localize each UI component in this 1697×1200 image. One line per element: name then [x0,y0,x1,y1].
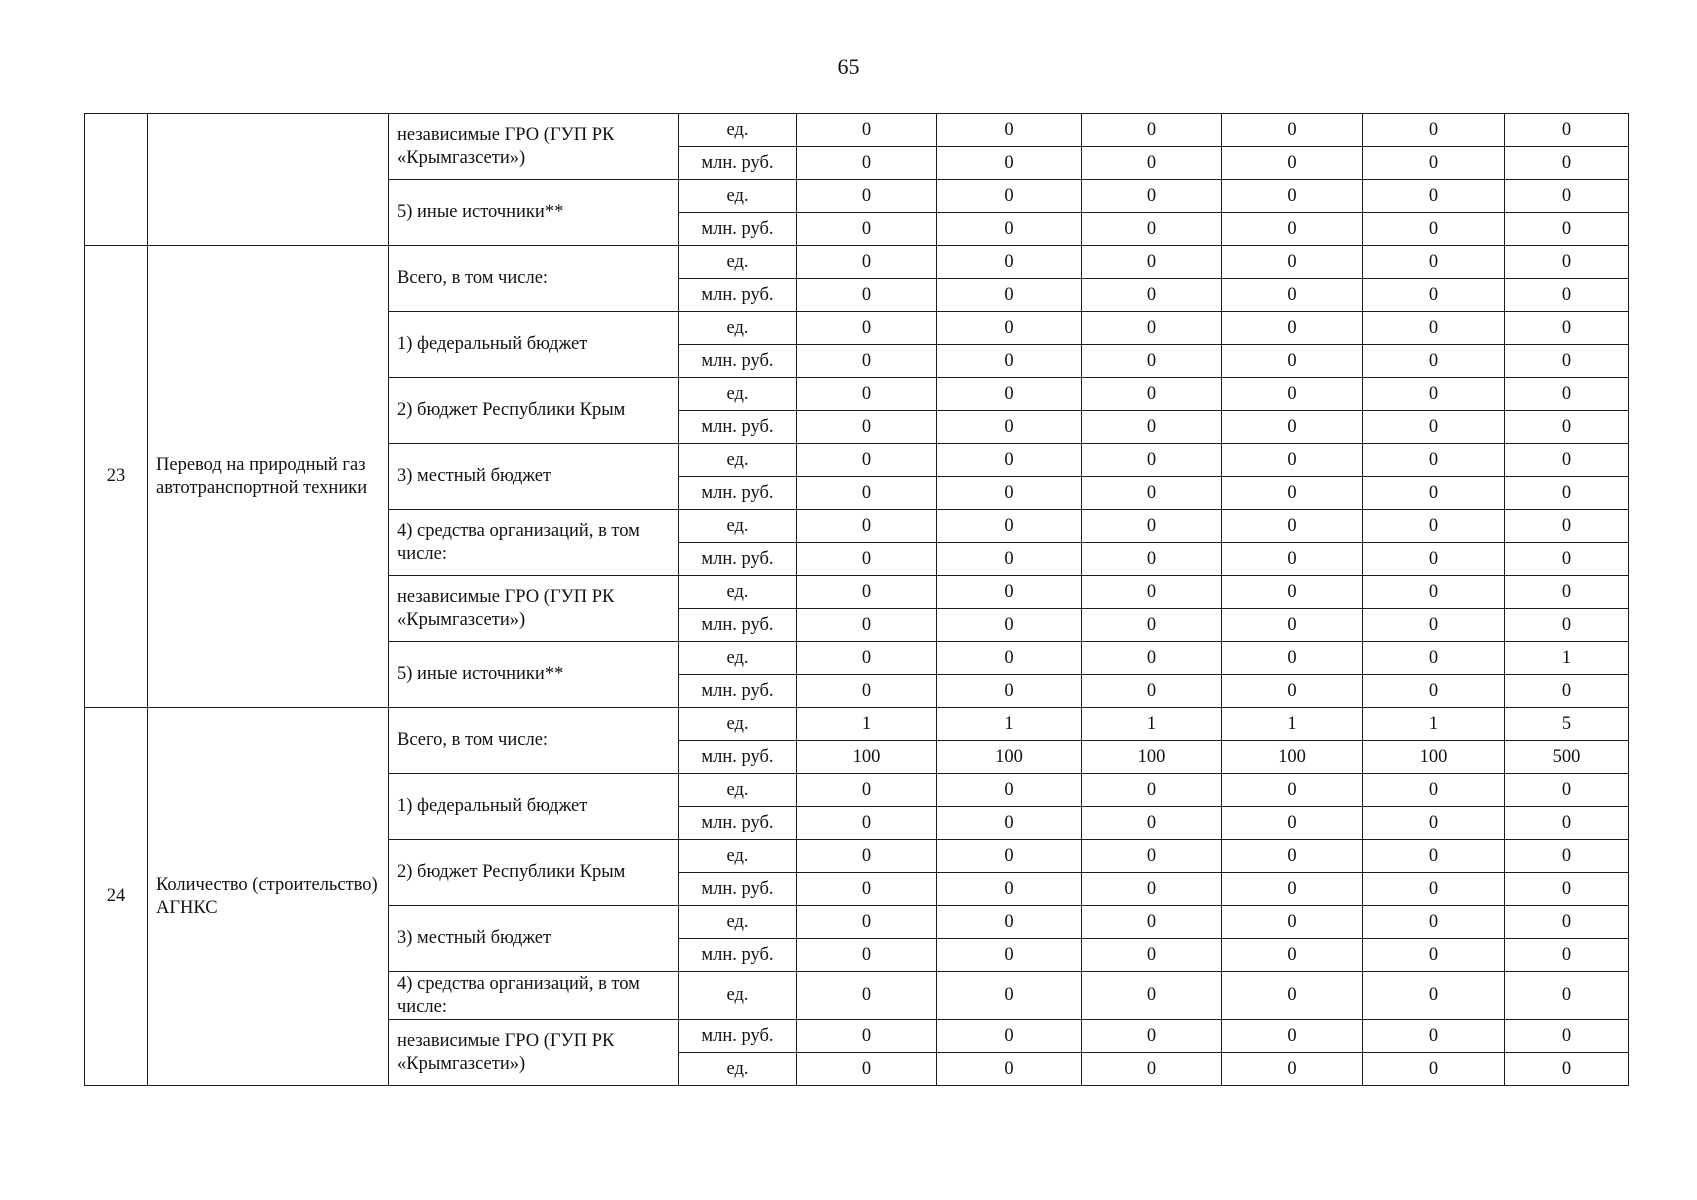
value-cell: 0 [1222,444,1363,477]
value-cell: 0 [797,576,937,609]
value-cell: 0 [1505,675,1629,708]
value-cell: 0 [1222,114,1363,147]
value-cell: 0 [1363,774,1505,807]
unit-cell: ед. [679,972,797,1020]
value-cell: 0 [1082,807,1222,840]
value-cell: 0 [1363,543,1505,576]
unit-cell: ед. [679,774,797,807]
unit-cell: млн. руб. [679,609,797,642]
value-cell: 0 [1363,477,1505,510]
unit-cell: млн. руб. [679,477,797,510]
funding-source: 4) средства организаций, в том числе: [389,972,679,1020]
value-cell: 0 [1505,477,1629,510]
value-cell: 0 [1505,114,1629,147]
value-cell: 0 [1505,246,1629,279]
value-cell: 0 [1082,345,1222,378]
value-cell: 0 [937,543,1082,576]
value-cell: 0 [1222,543,1363,576]
value-cell: 0 [1505,576,1629,609]
value-cell: 0 [1222,213,1363,246]
value-cell: 0 [1363,642,1505,675]
value-cell: 0 [797,642,937,675]
value-cell: 0 [1505,840,1629,873]
value-cell: 0 [1222,675,1363,708]
value-cell: 0 [1082,939,1222,972]
indicator-number: 24 [85,708,148,1086]
value-cell: 0 [1082,510,1222,543]
funding-source: 5) иные источники** [389,180,679,246]
value-cell: 0 [797,312,937,345]
unit-cell: млн. руб. [679,675,797,708]
value-cell: 0 [1363,1053,1505,1086]
value-cell: 0 [937,675,1082,708]
value-cell: 0 [1082,1020,1222,1053]
value-cell: 0 [1082,972,1222,1020]
value-cell: 0 [1363,213,1505,246]
value-cell: 0 [1222,609,1363,642]
value-cell: 0 [1222,477,1363,510]
value-cell: 0 [1505,345,1629,378]
funding-source: 4) средства организаций, в том числе: [389,510,679,576]
indicator-number [85,114,148,246]
value-cell: 0 [1363,939,1505,972]
value-cell: 100 [937,741,1082,774]
unit-cell: млн. руб. [679,873,797,906]
value-cell: 0 [1222,312,1363,345]
value-cell: 0 [1222,774,1363,807]
value-cell: 0 [1082,576,1222,609]
value-cell: 100 [1222,741,1363,774]
value-cell: 0 [1082,411,1222,444]
unit-cell: ед. [679,642,797,675]
unit-cell: млн. руб. [679,213,797,246]
value-cell: 0 [1363,312,1505,345]
value-cell: 0 [1505,279,1629,312]
value-cell: 0 [1222,147,1363,180]
value-cell: 0 [797,1053,937,1086]
value-cell: 0 [797,675,937,708]
value-cell: 0 [937,378,1082,411]
value-cell: 5 [1505,708,1629,741]
unit-cell: ед. [679,576,797,609]
table-row [85,114,1629,147]
value-cell: 0 [797,477,937,510]
value-cell: 0 [937,147,1082,180]
value-cell: 0 [1082,774,1222,807]
value-cell: 0 [1222,840,1363,873]
value-cell: 0 [797,840,937,873]
value-cell: 0 [1505,180,1629,213]
value-cell: 0 [1505,543,1629,576]
funding-source: 5) иные источники** [389,642,679,708]
value-cell: 0 [1505,378,1629,411]
value-cell: 0 [1222,807,1363,840]
value-cell: 0 [797,114,937,147]
value-cell: 0 [1363,114,1505,147]
table-body [85,114,1629,1086]
value-cell: 0 [1505,609,1629,642]
value-cell: 0 [797,1020,937,1053]
unit-cell: ед. [679,444,797,477]
value-cell: 0 [1222,576,1363,609]
funding-source: Всего, в том числе: [389,246,679,312]
value-cell: 0 [1222,180,1363,213]
value-cell: 0 [1363,444,1505,477]
value-cell: 0 [937,642,1082,675]
funding-source: 3) местный бюджет [389,444,679,510]
unit-cell: млн. руб. [679,147,797,180]
value-cell: 100 [797,741,937,774]
value-cell: 0 [1505,1053,1629,1086]
value-cell: 0 [937,840,1082,873]
value-cell: 0 [937,807,1082,840]
value-cell: 0 [1505,807,1629,840]
value-cell: 0 [797,939,937,972]
indicator-name [148,114,389,246]
value-cell: 0 [1222,906,1363,939]
value-cell: 0 [937,576,1082,609]
value-cell: 1 [937,708,1082,741]
value-cell: 0 [1505,939,1629,972]
value-cell: 0 [1082,1053,1222,1086]
value-cell: 0 [797,345,937,378]
value-cell: 0 [1363,675,1505,708]
funding-source: независимые ГРО (ГУП РК «Крымгазсети») [389,1020,679,1086]
value-cell: 0 [797,411,937,444]
value-cell: 0 [1505,1020,1629,1053]
value-cell: 0 [937,510,1082,543]
value-cell: 0 [797,246,937,279]
funding-source: 1) федеральный бюджет [389,774,679,840]
value-cell: 0 [937,939,1082,972]
value-cell: 0 [1363,906,1505,939]
value-cell: 0 [1363,246,1505,279]
value-cell: 0 [1082,609,1222,642]
value-cell: 0 [1082,444,1222,477]
value-cell: 1 [797,708,937,741]
value-cell: 0 [797,972,937,1020]
funding-source: 2) бюджет Республики Крым [389,378,679,444]
value-cell: 0 [797,147,937,180]
value-cell: 0 [1363,1020,1505,1053]
value-cell: 0 [797,180,937,213]
table-row [85,246,1629,279]
unit-cell: ед. [679,708,797,741]
value-cell: 0 [1363,873,1505,906]
value-cell: 0 [1082,279,1222,312]
value-cell: 0 [797,279,937,312]
value-cell: 1 [1505,642,1629,675]
page-number: 65 [837,54,860,79]
value-cell: 0 [1363,609,1505,642]
value-cell: 0 [937,774,1082,807]
value-cell: 0 [1363,180,1505,213]
value-cell: 0 [1363,807,1505,840]
value-cell: 0 [937,609,1082,642]
value-cell: 0 [1082,873,1222,906]
funding-source: 2) бюджет Республики Крым [389,840,679,906]
value-cell: 0 [1363,279,1505,312]
value-cell: 0 [1222,345,1363,378]
value-cell: 0 [1082,477,1222,510]
value-cell: 0 [1363,510,1505,543]
value-cell: 0 [937,312,1082,345]
value-cell: 0 [1363,147,1505,180]
value-cell: 0 [937,906,1082,939]
value-cell: 0 [1505,147,1629,180]
value-cell: 0 [937,180,1082,213]
value-cell: 0 [1363,576,1505,609]
funding-source: независимые ГРО (ГУП РК «Крымгазсети») [389,114,679,180]
unit-cell: ед. [679,180,797,213]
funding-source: независимые ГРО (ГУП РК «Крымгазсети») [389,576,679,642]
value-cell: 0 [937,444,1082,477]
table-row [85,708,1629,741]
value-cell: 0 [1082,114,1222,147]
value-cell: 0 [1222,1020,1363,1053]
value-cell: 0 [797,906,937,939]
indicator-name: Перевод на природный газ автотранспортной техники [148,246,389,708]
value-cell: 0 [937,873,1082,906]
value-cell: 0 [937,411,1082,444]
value-cell: 0 [1222,939,1363,972]
value-cell: 0 [1082,642,1222,675]
funding-source: 3) местный бюджет [389,906,679,972]
value-cell: 0 [1505,510,1629,543]
value-cell: 0 [1082,675,1222,708]
value-cell: 0 [1505,774,1629,807]
value-cell: 0 [1082,378,1222,411]
unit-cell: млн. руб. [679,939,797,972]
value-cell: 0 [1082,213,1222,246]
funding-source: 1) федеральный бюджет [389,312,679,378]
value-cell: 0 [937,1053,1082,1086]
unit-cell: ед. [679,510,797,543]
unit-cell: млн. руб. [679,1020,797,1053]
value-cell: 0 [937,114,1082,147]
value-cell: 0 [1363,972,1505,1020]
value-cell: 0 [1363,345,1505,378]
value-cell: 0 [1222,246,1363,279]
value-cell: 0 [797,444,937,477]
indicator-table [84,113,1629,1086]
unit-cell: ед. [679,378,797,411]
value-cell: 0 [797,378,937,411]
value-cell: 0 [937,279,1082,312]
value-cell: 0 [797,510,937,543]
unit-cell: млн. руб. [679,807,797,840]
value-cell: 0 [1082,180,1222,213]
value-cell: 0 [937,477,1082,510]
value-cell: 0 [1082,840,1222,873]
unit-cell: ед. [679,840,797,873]
value-cell: 0 [1363,840,1505,873]
value-cell: 0 [797,609,937,642]
value-cell: 0 [1505,444,1629,477]
unit-cell: млн. руб. [679,279,797,312]
value-cell: 0 [1505,213,1629,246]
value-cell: 100 [1363,741,1505,774]
value-cell: 0 [1222,279,1363,312]
value-cell: 0 [1363,378,1505,411]
value-cell: 0 [937,246,1082,279]
indicator-number: 23 [85,246,148,708]
unit-cell: ед. [679,1053,797,1086]
value-cell: 0 [937,1020,1082,1053]
value-cell: 0 [937,213,1082,246]
value-cell: 0 [1082,312,1222,345]
unit-cell: млн. руб. [679,345,797,378]
value-cell: 0 [1082,906,1222,939]
value-cell: 0 [797,807,937,840]
value-cell: 0 [1505,972,1629,1020]
unit-cell: млн. руб. [679,741,797,774]
value-cell: 0 [797,213,937,246]
indicator-name: Количество (строительство) АГНКС [148,708,389,1086]
value-cell: 1 [1363,708,1505,741]
value-cell: 1 [1222,708,1363,741]
value-cell: 0 [1082,543,1222,576]
value-cell: 0 [797,774,937,807]
value-cell: 0 [1222,378,1363,411]
value-cell: 0 [1363,411,1505,444]
value-cell: 0 [1082,246,1222,279]
value-cell: 0 [1222,873,1363,906]
value-cell: 0 [937,345,1082,378]
value-cell: 0 [1505,906,1629,939]
unit-cell: ед. [679,906,797,939]
value-cell: 1 [1082,708,1222,741]
value-cell: 500 [1505,741,1629,774]
value-cell: 0 [1222,411,1363,444]
value-cell: 100 [1082,741,1222,774]
unit-cell: ед. [679,312,797,345]
value-cell: 0 [1222,1053,1363,1086]
value-cell: 0 [1222,972,1363,1020]
value-cell: 0 [1505,873,1629,906]
funding-source: Всего, в том числе: [389,708,679,774]
unit-cell: ед. [679,246,797,279]
value-cell: 0 [1222,510,1363,543]
value-cell: 0 [1505,411,1629,444]
unit-cell: ед. [679,114,797,147]
value-cell: 0 [1222,642,1363,675]
value-cell: 0 [797,873,937,906]
unit-cell: млн. руб. [679,411,797,444]
value-cell: 0 [1082,147,1222,180]
unit-cell: млн. руб. [679,543,797,576]
value-cell: 0 [1505,312,1629,345]
value-cell: 0 [937,972,1082,1020]
value-cell: 0 [797,543,937,576]
